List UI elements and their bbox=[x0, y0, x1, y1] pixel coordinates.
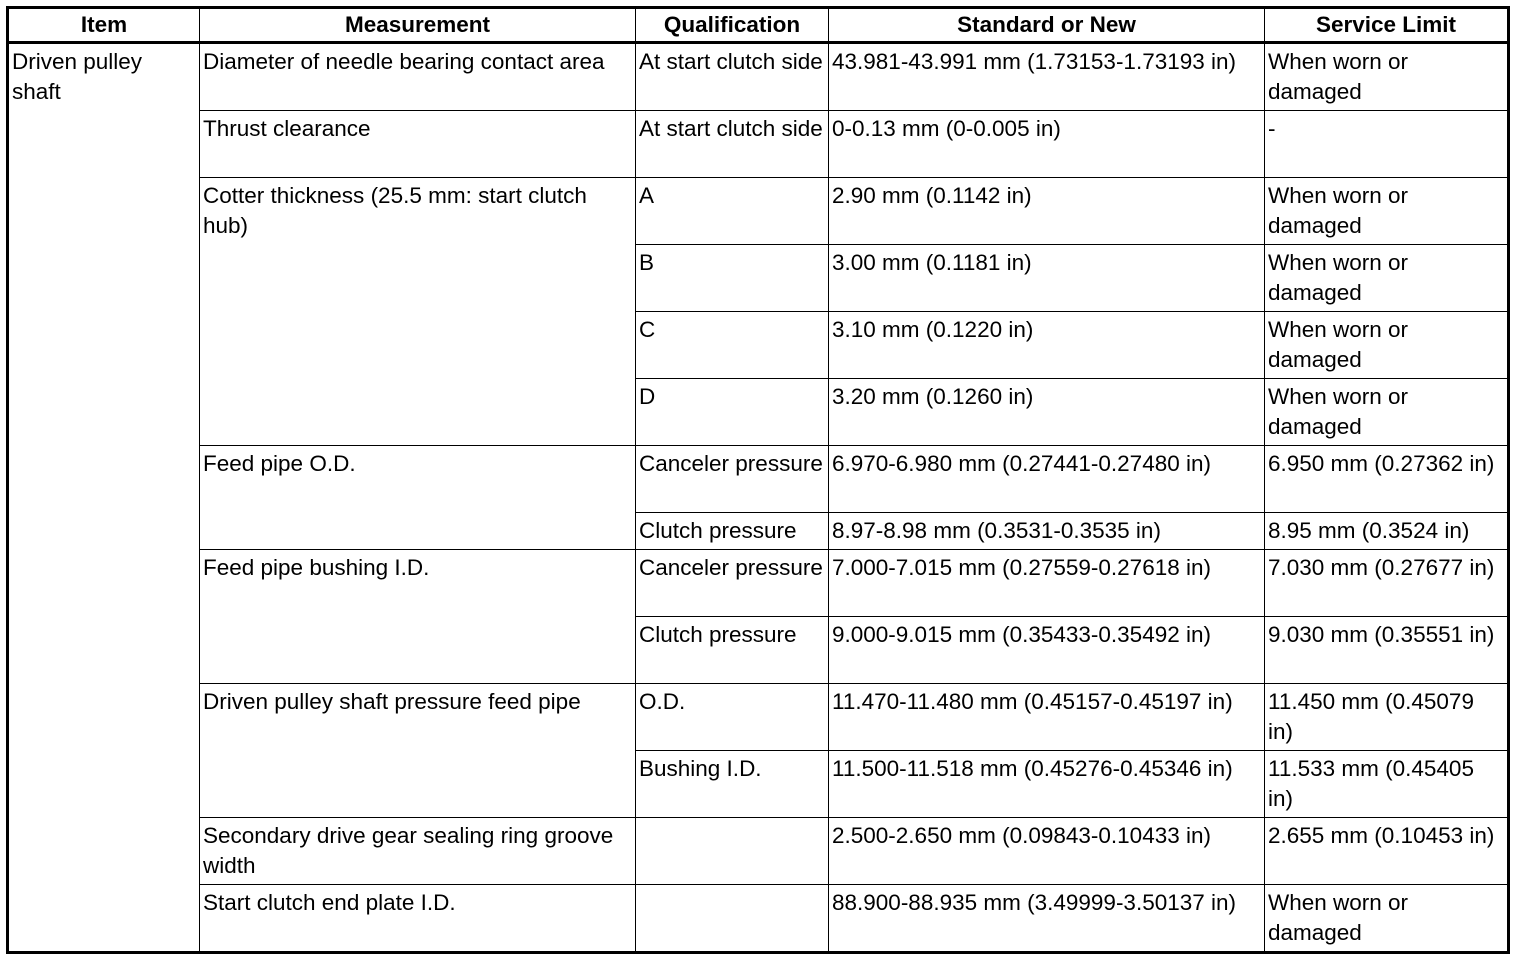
header-row bbox=[8, 8, 1509, 43]
qualification-cell: Bushing I.D. bbox=[636, 751, 829, 818]
qualification-cell: Canceler pressure bbox=[636, 446, 829, 513]
qualification-cell bbox=[636, 885, 829, 953]
limit-cell: 11.450 mm (0.45079 in) bbox=[1265, 684, 1509, 751]
standard-cell: 0-0.13 mm (0-0.005 in) bbox=[829, 111, 1265, 178]
specification-table bbox=[6, 6, 1510, 954]
header-item: Item bbox=[8, 8, 200, 43]
qualification-cell: A bbox=[636, 178, 829, 245]
limit-cell: 9.030 mm (0.35551 in) bbox=[1265, 617, 1509, 684]
measurement-cell: Diameter of needle bearing contact area bbox=[200, 43, 636, 111]
standard-cell: 3.00 mm (0.1181 in) bbox=[829, 245, 1265, 312]
measurement-cell: Thrust clearance bbox=[200, 111, 636, 178]
table-row bbox=[8, 178, 1509, 245]
measurement-cell: Feed pipe O.D. bbox=[200, 446, 636, 550]
qualification-cell: B bbox=[636, 245, 829, 312]
standard-cell: 9.000-9.015 mm (0.35433-0.35492 in) bbox=[829, 617, 1265, 684]
measurement-cell: Feed pipe bushing I.D. bbox=[200, 550, 636, 684]
standard-cell: 3.20 mm (0.1260 in) bbox=[829, 379, 1265, 446]
qualification-cell: At start clutch side bbox=[636, 111, 829, 178]
limit-cell: When worn or damaged bbox=[1265, 178, 1509, 245]
qualification-cell bbox=[636, 818, 829, 885]
qualification-cell: D bbox=[636, 379, 829, 446]
standard-cell: 6.970-6.980 mm (0.27441-0.27480 in) bbox=[829, 446, 1265, 513]
table-row bbox=[8, 885, 1509, 953]
standard-cell: 88.900-88.935 mm (3.49999-3.50137 in) bbox=[829, 885, 1265, 953]
standard-cell: 11.500-11.518 mm (0.45276-0.45346 in) bbox=[829, 751, 1265, 818]
limit-cell: When worn or damaged bbox=[1265, 43, 1509, 111]
measurement-cell: Secondary drive gear sealing ring groove width bbox=[200, 818, 636, 885]
qualification-cell: Canceler pressure bbox=[636, 550, 829, 617]
standard-cell: 3.10 mm (0.1220 in) bbox=[829, 312, 1265, 379]
measurement-cell: Cotter thickness (25.5 mm: start clutch hub) bbox=[200, 178, 636, 446]
standard-cell: 43.981-43.991 mm (1.73153-1.73193 in) bbox=[829, 43, 1265, 111]
header-measurement: Measurement bbox=[200, 8, 636, 43]
standard-cell: 2.500-2.650 mm (0.09843-0.10433 in) bbox=[829, 818, 1265, 885]
qualification-cell: C bbox=[636, 312, 829, 379]
standard-cell: 7.000-7.015 mm (0.27559-0.27618 in) bbox=[829, 550, 1265, 617]
table-row bbox=[8, 43, 1509, 111]
measurement-cell: Start clutch end plate I.D. bbox=[200, 885, 636, 953]
standard-cell: 8.97-8.98 mm (0.3531-0.3535 in) bbox=[829, 513, 1265, 550]
header-standard: Standard or New bbox=[829, 8, 1265, 43]
limit-cell: When worn or damaged bbox=[1265, 379, 1509, 446]
qualification-cell: O.D. bbox=[636, 684, 829, 751]
limit-cell: 2.655 mm (0.10453 in) bbox=[1265, 818, 1509, 885]
item-cell: Driven pulley shaft bbox=[8, 43, 200, 953]
limit-cell: When worn or damaged bbox=[1265, 885, 1509, 953]
table-row bbox=[8, 446, 1509, 513]
qualification-cell: Clutch pressure bbox=[636, 513, 829, 550]
limit-cell: 7.030 mm (0.27677 in) bbox=[1265, 550, 1509, 617]
standard-cell: 11.470-11.480 mm (0.45157-0.45197 in) bbox=[829, 684, 1265, 751]
table-row bbox=[8, 550, 1509, 617]
limit-cell: 11.533 mm (0.45405 in) bbox=[1265, 751, 1509, 818]
table-row bbox=[8, 111, 1509, 178]
header-service-limit: Service Limit bbox=[1265, 8, 1509, 43]
qualification-cell: Clutch pressure bbox=[636, 617, 829, 684]
limit-cell: When worn or damaged bbox=[1265, 312, 1509, 379]
limit-cell: When worn or damaged bbox=[1265, 245, 1509, 312]
limit-cell: 6.950 mm (0.27362 in) bbox=[1265, 446, 1509, 513]
limit-cell: - bbox=[1265, 111, 1509, 178]
table-row bbox=[8, 684, 1509, 751]
limit-cell: 8.95 mm (0.3524 in) bbox=[1265, 513, 1509, 550]
qualification-cell: At start clutch side bbox=[636, 43, 829, 111]
standard-cell: 2.90 mm (0.1142 in) bbox=[829, 178, 1265, 245]
header-qualification: Qualification bbox=[636, 8, 829, 43]
table-row bbox=[8, 818, 1509, 885]
measurement-cell: Driven pulley shaft pressure feed pipe bbox=[200, 684, 636, 818]
